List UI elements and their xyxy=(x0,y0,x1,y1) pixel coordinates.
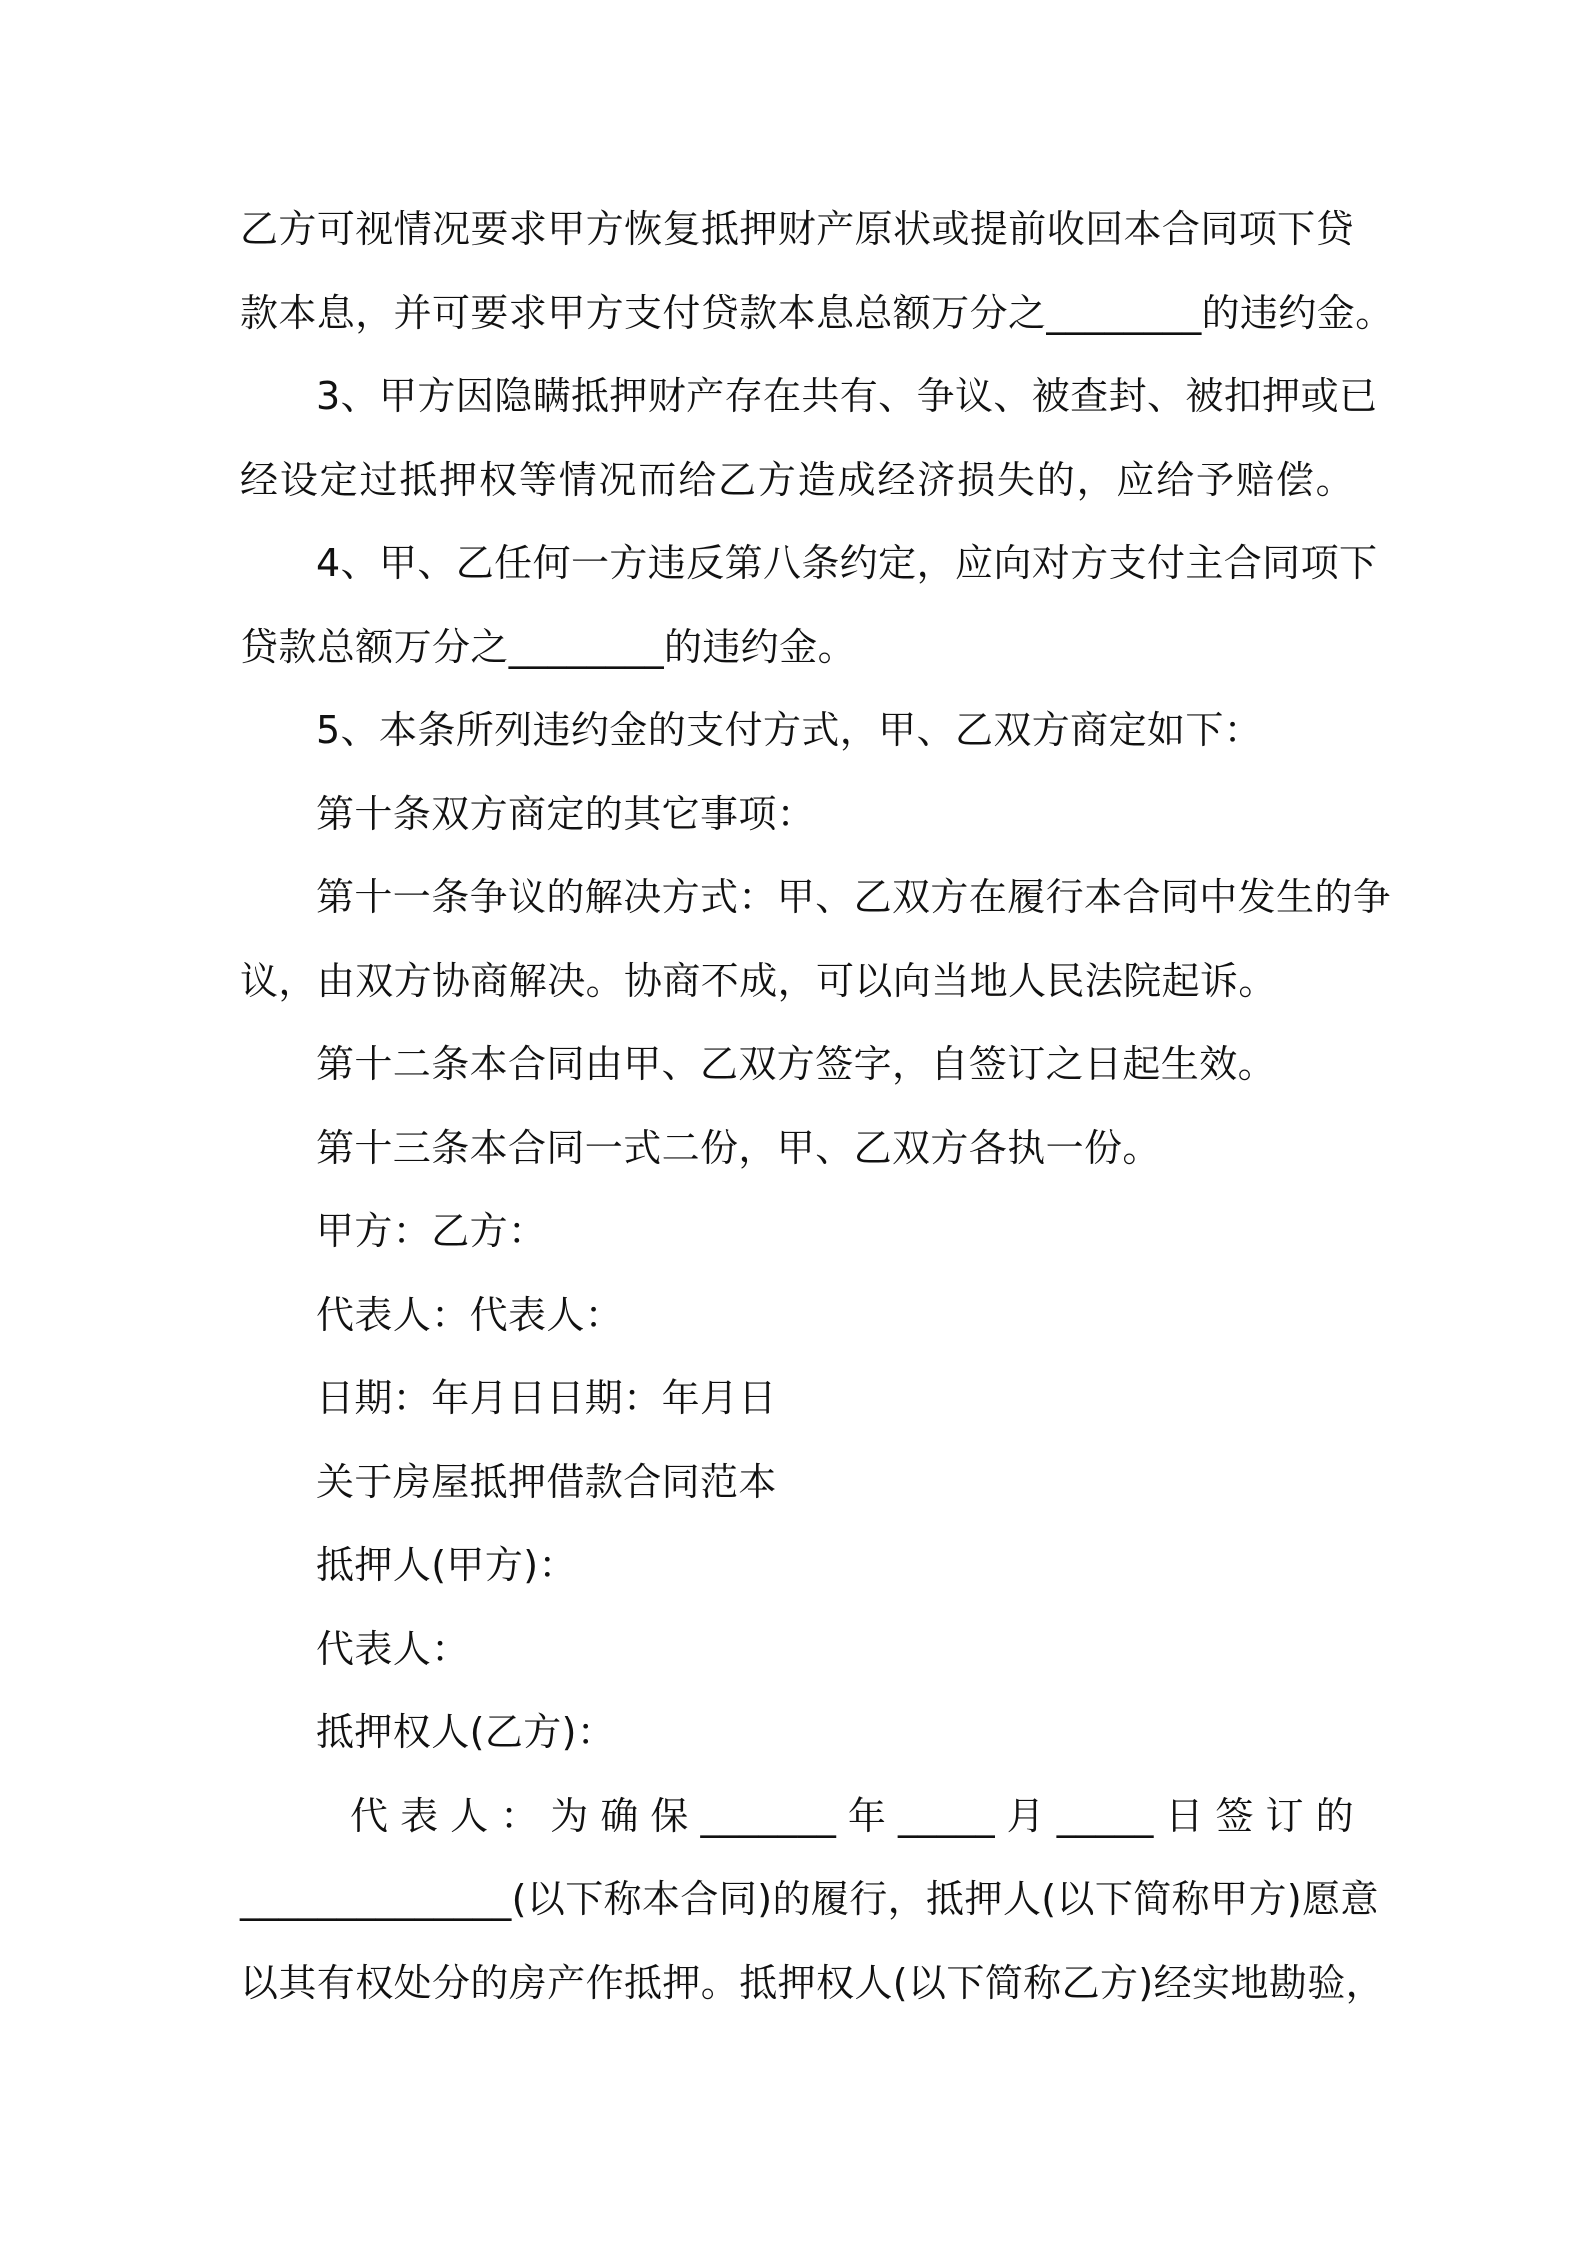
paragraph-line: 代表人：代表人： xyxy=(316,1293,624,1337)
paragraph-line: 甲方：乙方： xyxy=(316,1209,547,1253)
paragraph-line: 4、甲、乙任何一方违反第八条约定，应向对方支付主合同项下 xyxy=(316,541,1378,585)
paragraph-line: 贷款总额万分之________的违约金。 xyxy=(240,625,857,669)
paragraph-line: 抵押权人(乙方)： xyxy=(316,1710,616,1754)
paragraph-line: ______________(以下称本合同)的履行，抵押人(以下简称甲方)愿意 xyxy=(240,1877,1379,1921)
paragraph-line: 代表人：为确保_______年_____月_____日签订的 xyxy=(350,1794,1354,1838)
paragraph-line: 关于房屋抵押借款合同范本 xyxy=(316,1460,777,1504)
paragraph-line: 第十二条本合同由甲、乙双方签字，自签订之日起生效。 xyxy=(316,1042,1277,1086)
paragraph-line: 抵押人(甲方)： xyxy=(316,1543,577,1587)
paragraph-line: 第十一条争议的解决方式：甲、乙双方在履行本合同中发生的争 xyxy=(316,875,1392,919)
paragraph-line: 5、本条所列违约金的支付方式，甲、乙双方商定如下： xyxy=(316,708,1263,752)
paragraph-line: 以其有权处分的房产作抵押。抵押权人(以下简称乙方)经实地勘验， xyxy=(240,1961,1385,2005)
paragraph-line: 经设定过抵押权等情况而给乙方造成经济损失的，应给予赔偿。 xyxy=(240,458,1354,502)
paragraph-line: 日期：年月日日期：年月日 xyxy=(316,1376,777,1420)
paragraph-line: 议，由双方协商解决。协商不成，可以向当地人民法院起诉。 xyxy=(240,959,1277,1003)
paragraph-line: 3、甲方因隐瞒抵押财产存在共有、争议、被查封、被扣押或已 xyxy=(316,374,1378,418)
paragraph-line: 代表人： xyxy=(316,1627,470,1671)
paragraph-line: 第十三条本合同一式二份，甲、乙双方各执一份。 xyxy=(316,1126,1161,1170)
paragraph-line: 乙方可视情况要求甲方恢复抵押财产原状或提前收回本合同项下贷 xyxy=(240,207,1354,251)
paragraph-line: 第十条双方商定的其它事项： xyxy=(316,792,816,836)
paragraph-line: 款本息，并可要求甲方支付贷款本息总额万分之________的违约金。 xyxy=(240,291,1394,335)
